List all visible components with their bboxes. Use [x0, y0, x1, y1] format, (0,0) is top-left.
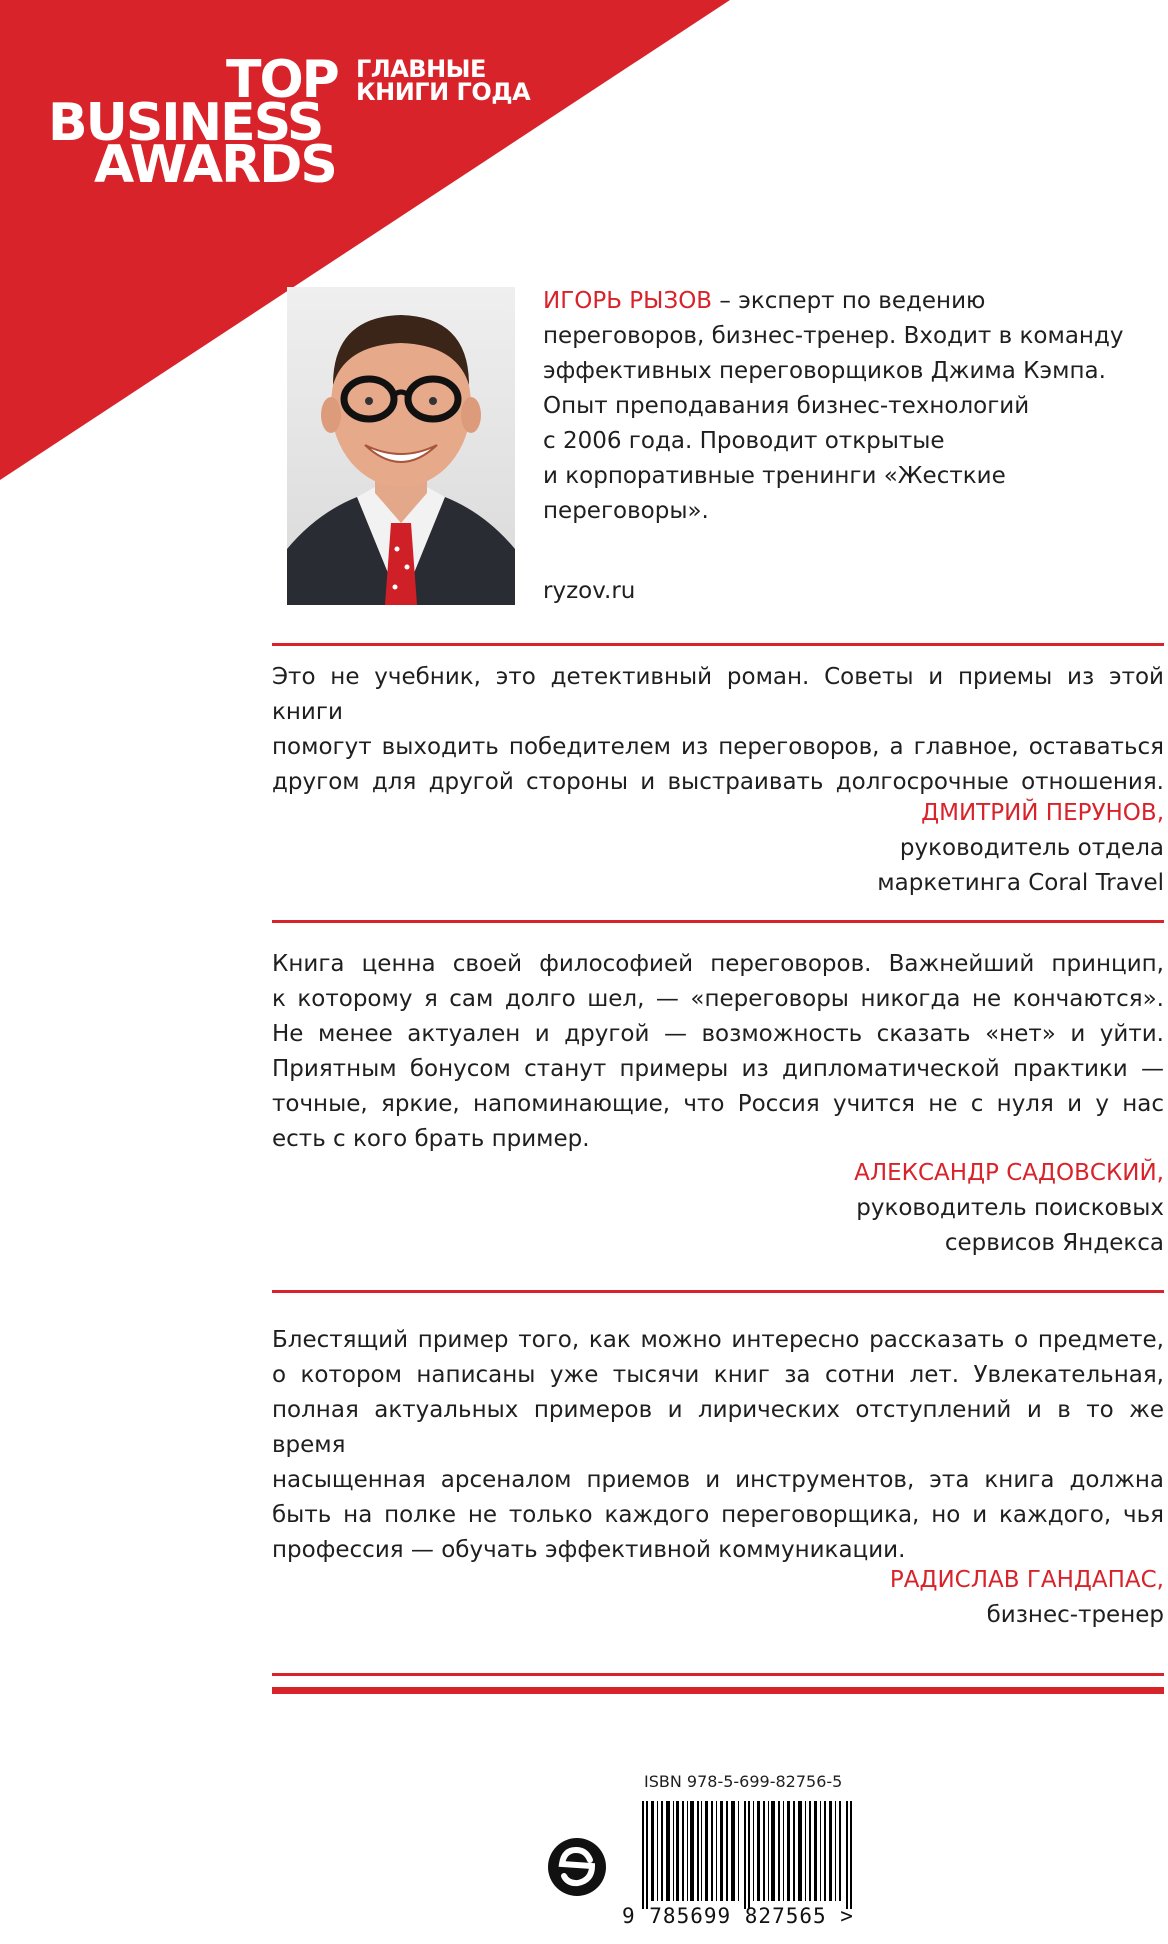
review-line: Приятным бонусом станут примеры из дипломатической практики —: [272, 1056, 1164, 1082]
author-bio-line: с 2006 года. Проводит открытые: [543, 428, 945, 454]
author-bio-line: ИГОРЬ РЫЗОВ – эксперт по ведению: [543, 288, 986, 314]
divider-thick: [272, 1687, 1164, 1694]
review-line: о котором написаны уже тысячи книг за сотни лет. Увлекательная,: [272, 1362, 1164, 1388]
divider: [272, 920, 1164, 923]
review-line: к которому я сам долго шел, — «переговоры никогда не кончаются».: [272, 986, 1164, 1012]
isbn: ISBN 978-5-699-82756-5: [644, 1772, 843, 1791]
review-line: другом для другой стороны и выстраивать долгосрочные отношения.: [272, 769, 1164, 795]
review-line: полная актуальных примеров и лирических отступлений и в то же время: [272, 1397, 1164, 1458]
review-1-author: ДМИТРИЙ ПЕРУНОВ,: [921, 800, 1164, 826]
author-bio-line: эффективных переговорщиков Джима Кэмпа.: [543, 358, 1106, 384]
author-bio-line: переговоры».: [543, 498, 709, 524]
author-bio-line: переговоров, бизнес-тренер. Входит в команду: [543, 323, 1124, 349]
review-2-author: АЛЕКСАНДР САДОВСКИЙ,: [854, 1160, 1164, 1186]
author-bio-line: и корпоративные тренинги «Жесткие: [543, 463, 1006, 489]
review-role-line: руководитель отдела: [899, 835, 1164, 861]
review-1-text: [272, 660, 1164, 800]
review-line: Это не учебник, это детективный роман. Советы и приемы из этой книги: [272, 664, 1164, 725]
barcode-digits: 9 785699 827565 >: [622, 1904, 854, 1928]
review-line: Не менее актуален и другой — возможность сказать «нет» и уйти.: [272, 1021, 1164, 1047]
review-line: точные, яркие, напоминающие, что Россия учится не с нуля и у нас: [272, 1091, 1164, 1117]
review-3-author: РАДИСЛАВ ГАНДАПАС,: [889, 1567, 1164, 1593]
author-site: ryzov.ru: [543, 578, 636, 604]
review-2-role: [672, 1191, 1164, 1261]
author-photo: [287, 287, 515, 605]
author-name: ИГОРЬ РЫЗОВ: [543, 288, 713, 314]
award-line-top: TOP: [226, 50, 338, 110]
author-bio-line: Опыт преподавания бизнес-технологий: [543, 393, 1030, 419]
review-3-role: [672, 1598, 1164, 1633]
publisher-logo-icon: [546, 1836, 608, 1898]
divider: [272, 1290, 1164, 1293]
review-line: Книга ценна своей философией переговоров. Важнейший принцип,: [272, 951, 1164, 977]
review-role-line: руководитель поисковых: [856, 1195, 1164, 1221]
review-line: профессия — обучать эффективной коммуникации.: [272, 1537, 906, 1563]
review-role-line: сервисов Яндекса: [944, 1230, 1164, 1256]
barcode: [640, 1801, 858, 1916]
review-role-line: маркетинга Coral Travel: [877, 870, 1164, 896]
review-line: есть с кого брать пример.: [272, 1126, 590, 1152]
divider: [272, 643, 1164, 646]
review-1-role: [672, 831, 1164, 901]
review-line: помогут выходить победителем из переговоров, а главное, оставаться: [272, 734, 1164, 760]
review-line: Блестящий пример того, как можно интересно рассказать о предмете,: [272, 1327, 1164, 1353]
review-3-text: [272, 1323, 1164, 1568]
divider: [272, 1673, 1164, 1676]
award-sub-line1: ГЛАВНЫЕ: [356, 55, 486, 83]
review-line: быть на полке не только каждого переговорщика, но и каждого, чья: [272, 1502, 1164, 1528]
review-line: насыщенная арсеналом приемов и инструментов, эта книга должна: [272, 1467, 1164, 1493]
award-line-awards: AWARDS: [94, 135, 336, 195]
author-bio: [543, 284, 1143, 529]
review-2-text: [272, 947, 1164, 1157]
award-sub-line2: КНИГИ ГОДА: [356, 78, 531, 106]
award-line-business: BUSINESS: [48, 93, 323, 153]
review-role-line: бизнес-тренер: [986, 1602, 1164, 1628]
